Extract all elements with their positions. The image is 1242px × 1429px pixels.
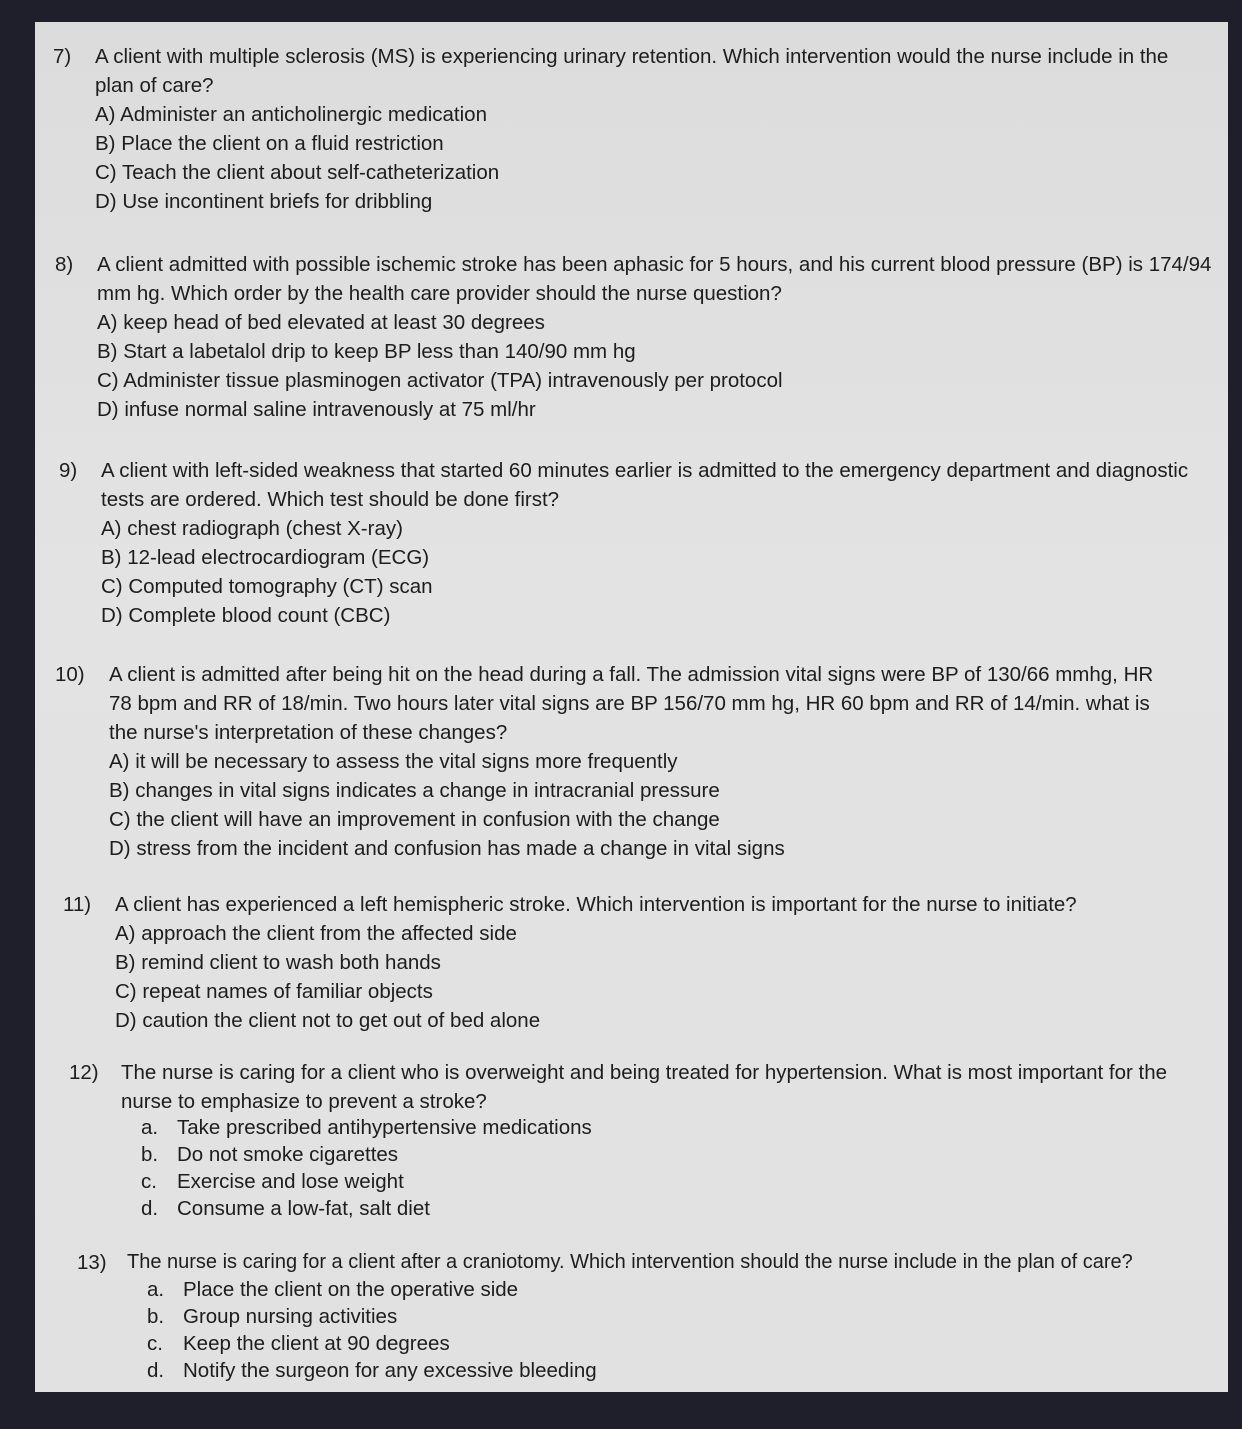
question-number: 11): [63, 893, 92, 916]
answer-option: D) caution the client not to get out of bed alone: [115, 1009, 541, 1032]
option-text: Keep the client at 90 degrees: [183, 1332, 450, 1355]
option-letter: b.: [141, 1143, 159, 1166]
option-text: Notify the surgeon for any excessive bleeding: [183, 1359, 597, 1382]
question-stem: The nurse is caring for a client after a craniotomy. Which intervention should the nurse include in the plan of care?: [127, 1251, 1133, 1273]
answer-options: [147, 1276, 597, 1384]
option-letter: b.: [147, 1305, 165, 1328]
question-number: 8): [55, 253, 74, 276]
answer-option: A) approach the client from the affected side: [115, 922, 517, 945]
answer-option: [141, 1114, 592, 1141]
question-number: 10): [55, 663, 85, 686]
option-letter: c.: [141, 1170, 157, 1193]
question-stem: A client has experienced a left hemispheric stroke. Which intervention is important for the nurse to initiate?: [115, 893, 1077, 916]
answer-option: A) it will be necessary to assess the vital signs more frequently: [109, 750, 678, 773]
question-number: 13): [77, 1251, 107, 1274]
question-stem: A client is admitted after being hit on the head during a fall. The admission vital signs were BP of 130/66 mmhg, HR 78 bpm and RR of 18/min. Two hours later vital signs are BP 156/70 mm hg, HR 60 bpm and RR of 14/min. what is the nurse's interpretation of these changes?: [109, 663, 1154, 744]
answer-option: B) Place the client on a fluid restriction: [95, 132, 444, 155]
answer-option: B) 12-lead electrocardiogram (ECG): [101, 546, 430, 569]
option-text: Take prescribed antihypertensive medications: [177, 1116, 592, 1139]
answer-option: D) stress from the incident and confusion has made a change in vital signs: [109, 837, 785, 860]
answer-option: [141, 1195, 592, 1222]
answer-options: [141, 1114, 592, 1222]
answer-option: A) keep head of bed elevated at least 30 degrees: [97, 311, 545, 334]
answer-option: [147, 1330, 597, 1357]
answer-options: [109, 747, 785, 863]
question-stem: A client with multiple sclerosis (MS) is experiencing urinary retention. Which intervention would the nurse include in the plan of care?: [95, 45, 1169, 97]
answer-option: C) Administer tissue plasminogen activator (TPA) intravenously per protocol: [97, 369, 783, 392]
answer-option: [147, 1303, 597, 1330]
option-letter: c.: [147, 1332, 163, 1355]
question-stem: A client with left-sided weakness that started 60 minutes earlier is admitted to the emergency department and diagnostic tests are ordered. Which test should be done first?: [101, 459, 1189, 511]
answer-option: D) Complete blood count (CBC): [101, 604, 391, 627]
option-text: Group nursing activities: [183, 1305, 398, 1328]
document-page: [35, 22, 1228, 1392]
answer-option: C) repeat names of familiar objects: [115, 980, 433, 1003]
option-letter: a.: [147, 1278, 165, 1301]
answer-option: [141, 1141, 592, 1168]
answer-option: B) changes in vital signs indicates a change in intracranial pressure: [109, 779, 720, 802]
answer-options: [115, 919, 540, 1035]
answer-option: B) remind client to wash both hands: [115, 951, 441, 974]
question-number: 12): [69, 1061, 99, 1084]
answer-option: A) Administer an anticholinergic medication: [95, 103, 487, 126]
answer-option: [147, 1357, 597, 1384]
question-stem: A client admitted with possible ischemic stroke has been aphasic for 5 hours, and his current blood pressure (BP) is 174/94 mm hg. Which order by the health care provider should the nurse question?: [97, 253, 1212, 305]
option-text: Consume a low-fat, salt diet: [177, 1197, 430, 1220]
answer-option: [141, 1168, 592, 1195]
answer-option: [147, 1276, 597, 1303]
question-number: 9): [59, 459, 78, 482]
question-stem: The nurse is caring for a client who is overweight and being treated for hypertension. What is most important for the nurse to emphasize to prevent a stroke?: [121, 1061, 1168, 1113]
option-letter: a.: [141, 1116, 159, 1139]
option-text: Do not smoke cigarettes: [177, 1143, 399, 1166]
answer-options: [97, 308, 783, 424]
answer-option: B) Start a labetalol drip to keep BP less than 140/90 mm hg: [97, 340, 636, 363]
answer-options: [95, 100, 499, 216]
answer-option: A) chest radiograph (chest X-ray): [101, 517, 403, 540]
option-letter: d.: [141, 1197, 159, 1220]
option-text: Place the client on the operative side: [183, 1278, 519, 1301]
answer-option: C) Teach the client about self-catheterization: [95, 161, 500, 184]
option-letter: d.: [147, 1359, 165, 1382]
question-number: 7): [53, 45, 72, 68]
option-text: Exercise and lose weight: [177, 1170, 404, 1193]
answer-option: D) Use incontinent briefs for dribbling: [95, 190, 433, 213]
answer-option: D) infuse normal saline intravenously at 75 ml/hr: [97, 398, 536, 421]
answer-option: C) the client will have an improvement in confusion with the change: [109, 808, 720, 831]
answer-option: C) Computed tomography (CT) scan: [101, 575, 433, 598]
answer-options: [101, 514, 433, 630]
